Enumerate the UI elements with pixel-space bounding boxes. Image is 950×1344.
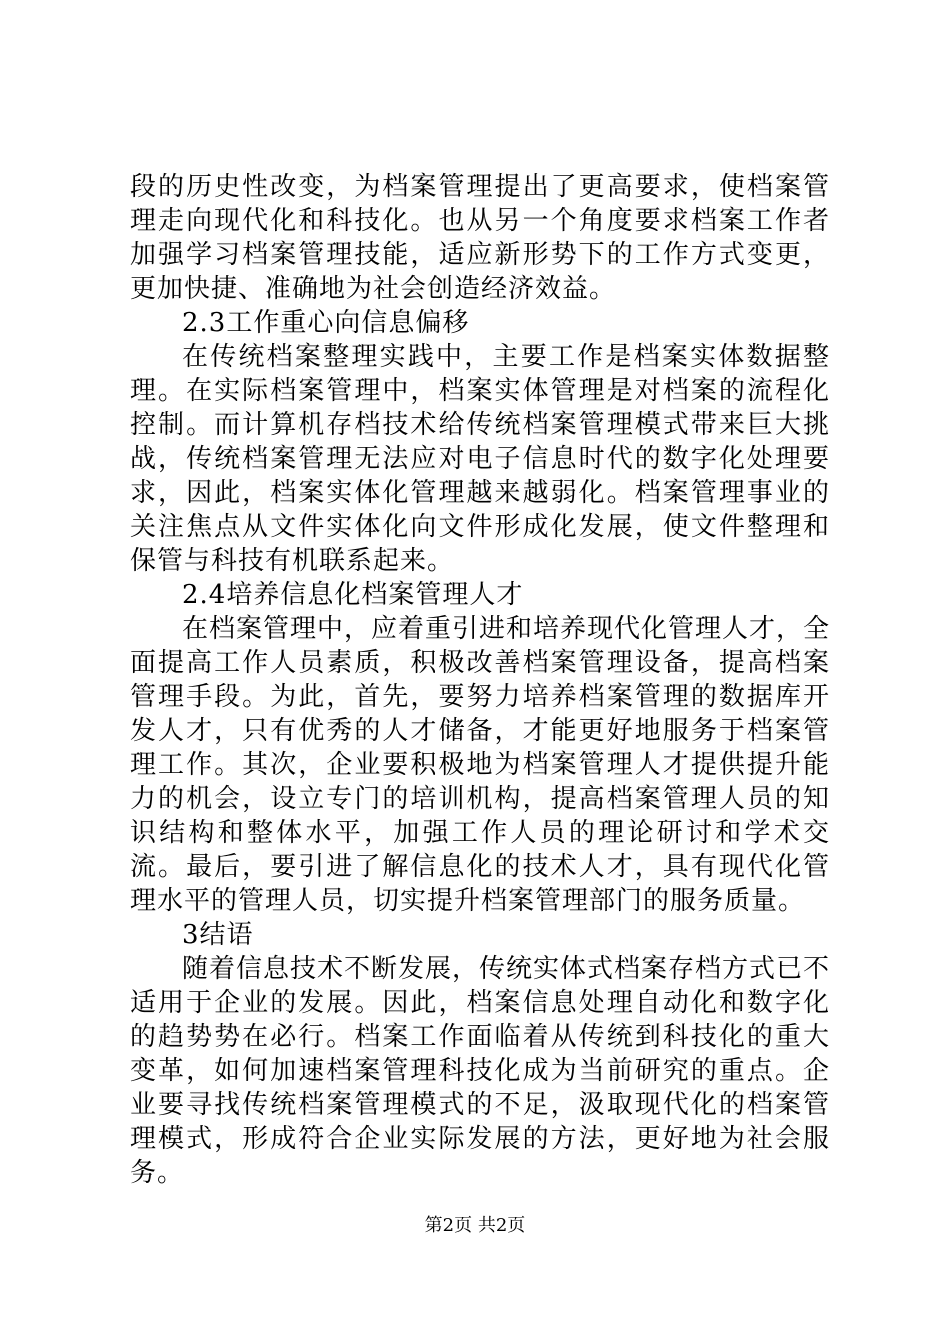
- page-footer: [0, 1214, 950, 1238]
- section-heading-2-4: 2.4培养信息化档案管理人才: [182, 580, 524, 610]
- page-number: 第2页 共2页: [424, 1215, 526, 1236]
- section-heading-2-3: 2.3工作重心向信息偏移: [182, 308, 470, 338]
- paragraph-2-3-body: 在传统档案整理实践中，主要工作是档案实体数据整理。在实际档案管理中，档案实体管理是对档案的流程化控制。而计算机存档技术给传统档案管理模式带来巨大挑战，传统档案管理无法应对电子信息时代的数字化处理要求，因此，档案实体化管理越来越弱化。档案管理事业的关注焦点从文件实体化向文件形成化发展，使文件整理和保管与科技有机联系起来。: [130, 342, 830, 576]
- paragraph-2-4-body: 在档案管理中，应着重引进和培养现代化管理人才，全面提高工作人员素质，积极改善档案管理设备，提高档案管理手段。为此，首先，要努力培养档案管理的数据库开发人才，只有优秀的人才储备，才能更好地服务于档案管理工作。其次，企业要积极地为档案管理人才提供提升能力的机会，设立专门的培训机构，提高档案管理人员的知识结构和整体水平，加强工作人员的理论研讨和学术交流。最后，要引进了解信息化的技术人才，具有现代化管理水平的管理人员，切实提升档案管理部门的服务质量。: [130, 614, 831, 916]
- paragraph-continuation: 段的历史性改变，为档案管理提出了更高要求，使档案管理走向现代化和科技化。也从另一个角度要求档案工作者加强学习档案管理技能，适应新形势下的工作方式变更，更加快捷、准确地为社会创造经济效益。: [130, 172, 830, 304]
- section-heading-3: 3结语: [182, 920, 254, 950]
- document-body: [130, 170, 830, 1190]
- paragraph-conclusion-body: 随着信息技术不断发展，传统实体式档案存档方式已不适用于企业的发展。因此，档案信息处理自动化和数字化的趋势势在必行。档案工作面临着从传统到科技化的重大变革，如何加速档案管理科技化成为当前研究的重点。企业要寻找传统档案管理模式的不足，汲取现代化的档案管理模式，形成符合企业实际发展的方法，更好地为社会服务。: [130, 954, 831, 1188]
